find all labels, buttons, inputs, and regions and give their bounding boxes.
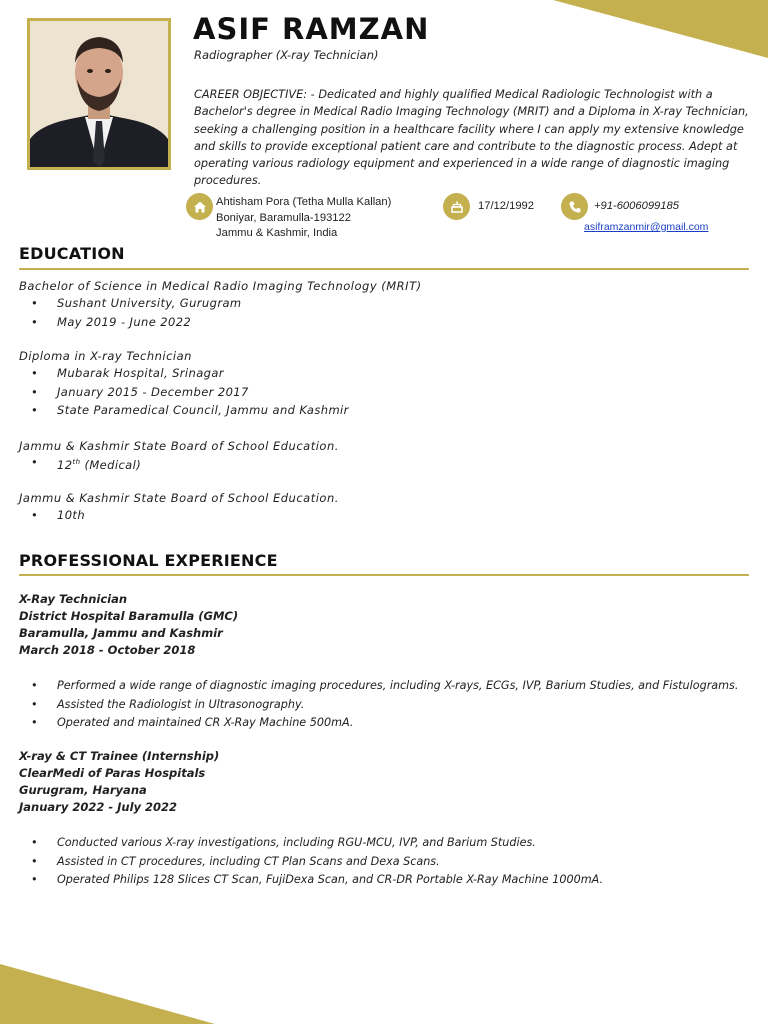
objective-label: CAREER OBJECTIVE: [194, 88, 308, 101]
address [216, 195, 391, 242]
job-location: Baramulla, Jammu and Kashmir [19, 626, 223, 640]
objective-text: - Dedicated and highly qualified Medical Radiologic Technologist with a Bachelor's degree in Medical Radio Imaging Technology (MRIT) and a Diploma in X-ray Technician, seeking a challenging position in a healthcare facility where I can apply my extensive knowledge and skills to provide exceptional patient care and contribute to the diagnostic process. Adept at operating various radiology equipment and experienced in a wide range of diagnostic imaging procedures. [194, 88, 749, 188]
list-item: • January 2015 - December 2017 [19, 383, 349, 402]
job-role: X-Ray Technician [19, 592, 128, 606]
education-entry-title: Jammu & Kashmir State Board of School Education. [19, 439, 339, 453]
corner-decoration-bottom [0, 964, 215, 1024]
job-entry [19, 591, 738, 733]
career-objective [194, 86, 754, 190]
education-entry-title: Bachelor of Science in Medical Radio Imaging Technology (MRIT) [19, 279, 422, 293]
list-item: • Mubarak Hospital, Srinagar [19, 364, 349, 383]
job-organization: ClearMedi of Paras Hospitals [19, 766, 206, 780]
education-entry [19, 439, 339, 472]
corner-decoration-top [553, 0, 768, 58]
birthday-cake-icon [443, 193, 470, 220]
address-line-3: Jammu & Kashmir, India [216, 227, 338, 239]
home-icon [186, 193, 213, 220]
phone-icon [561, 193, 588, 220]
education-entry-title: Diploma in X-ray Technician [19, 349, 192, 363]
phone-number: +91-6006099185 [594, 200, 679, 212]
list-item: • 12th (Medical) [19, 453, 339, 472]
job-dates: January 2022 - July 2022 [19, 800, 178, 814]
list-item: • Operated Philips 128 Slices CT Scan, FujiDexa Scan, and CR-DR Portable X-Ray Machine 1000mA. [19, 871, 603, 890]
profile-photo [27, 18, 171, 170]
job-location: Gurugram, Haryana [19, 783, 147, 797]
education-divider [19, 268, 749, 270]
list-item: • State Paramedical Council, Jammu and Kashmir [19, 401, 349, 420]
email-link[interactable]: asiframzanmir@gmail.com [584, 221, 709, 233]
experience-divider [19, 574, 749, 576]
job-organization: District Hospital Baramulla (GMC) [19, 609, 239, 623]
list-item: • Conducted various X-ray investigations, including RGU-MCU, IVP, and Barium Studies. [19, 834, 603, 853]
job-title: Radiographer (X-ray Technician) [194, 48, 379, 62]
list-item: • Assisted in CT procedures, including CT Plan Scans and Dexa Scans. [19, 853, 603, 872]
education-entry [19, 279, 422, 331]
address-line-2: Boniyar, Baramulla-193122 [216, 211, 351, 224]
list-item: • Performed a wide range of diagnostic imaging procedures, including X-rays, ECGs, IVP, Barium Studies, and Fistulograms. [19, 677, 738, 696]
list-item: • Assisted the Radiologist in Ultrasonography. [19, 696, 738, 715]
experience-heading: PROFESSIONAL EXPERIENCE [19, 551, 278, 570]
education-entry [19, 491, 339, 525]
list-item: • May 2019 - June 2022 [19, 313, 422, 332]
list-item: • 10th [19, 506, 339, 525]
job-dates: March 2018 - October 2018 [19, 643, 196, 657]
address-line-1: Ahtisham Pora (Tetha Mulla Kallan) [216, 196, 392, 208]
date-of-birth: 17/12/1992 [478, 200, 534, 212]
list-item: • Operated and maintained CR X-Ray Machine 500mA. [19, 714, 738, 733]
education-entry-title: Jammu & Kashmir State Board of School Education. [19, 491, 339, 505]
education-heading: EDUCATION [19, 244, 125, 263]
job-role: X-ray & CT Trainee (Internship) [19, 749, 220, 763]
list-item: • Sushant University, Gurugram [19, 294, 422, 313]
candidate-name: ASIF RAMZAN [193, 12, 430, 46]
job-entry [19, 748, 603, 890]
education-entry [19, 349, 349, 420]
